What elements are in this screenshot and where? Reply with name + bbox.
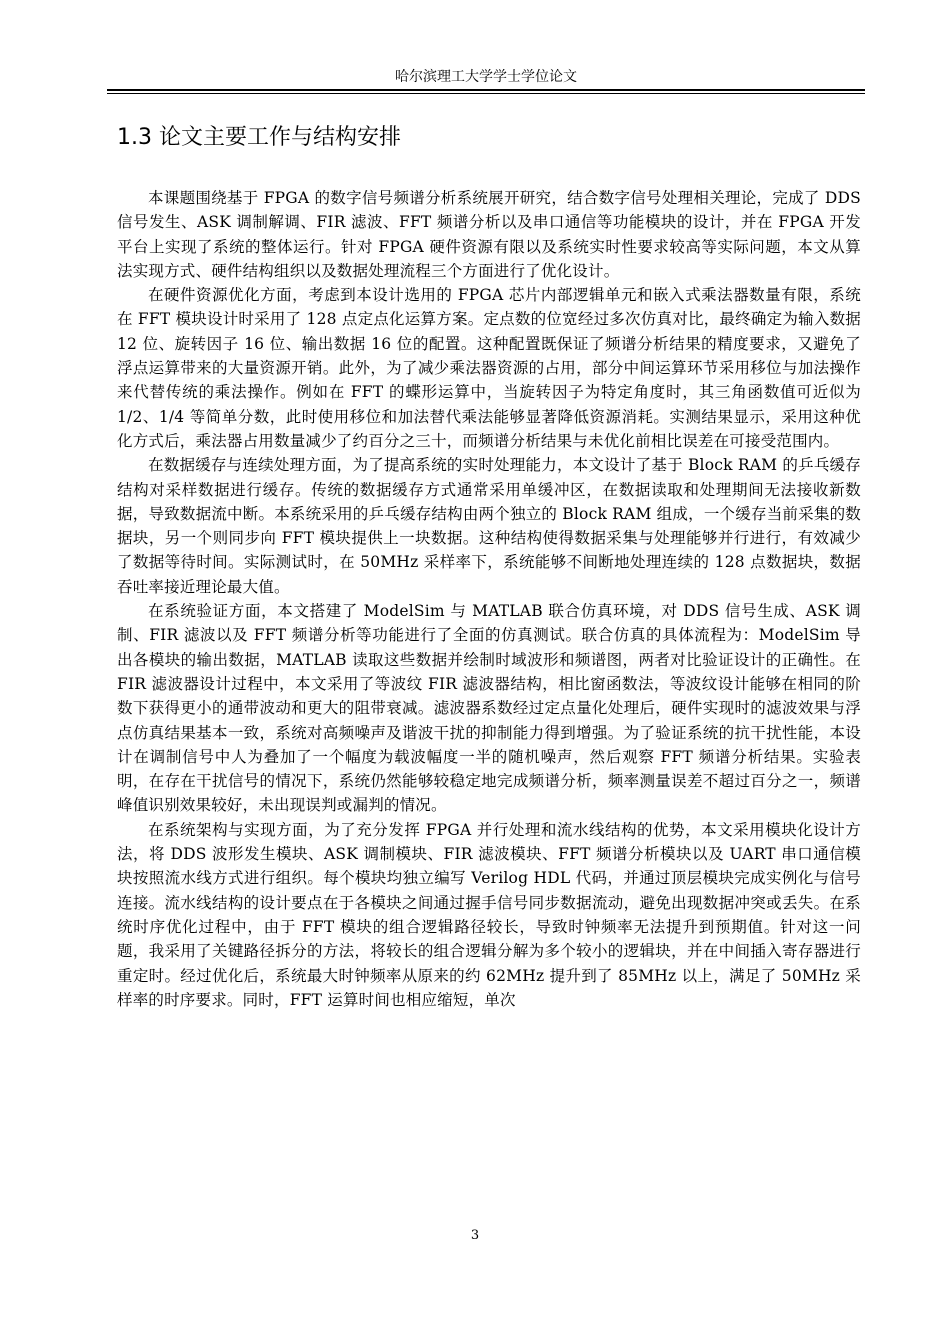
page-number: 3 xyxy=(470,1228,480,1243)
body-text xyxy=(117,186,861,1012)
header-rule-thin xyxy=(107,93,865,94)
section-title: 1.3 论文主要工作与结构安排 xyxy=(117,125,401,150)
paragraph: 在系统验证方面，本文搭建了 ModelSim 与 MATLAB 联合仿真环境，对 DDS 信号生成、ASK 调制、FIR 滤波以及 FFT 频谱分析等功能进行了全面的仿真测试。联合仿真的具体流程为：ModelSim 导出各模块的输出数据，MATLAB 读取这些数据并绘制时域波形和频谱图，两者对比验证设计的正确性。在 FIR 滤波器设计过程中，本文采用了等波纹 FIR 滤波器结构，相比窗函数法，等波纹设计能够在相同的阶数下获得更小的通带波动和更大的阻带衰减。滤波器系数经过定点量化处理后，硬件实现时的滤波效果与浮点仿真结果基本一致，系统对高频噪声及谐波干扰的抑制能力得到增强。为了验证系统的抗干扰性能，本设计在调制信号中人为叠加了一个幅度为载波幅度一半的随机噪声，然后观察 FFT 频谱分析结果。实验表明，在存在干扰信号的情况下，系统仍然能够较稳定地完成频谱分析，频率测量误差不超过百分之一，频谱峰值识别效果较好，未出现误判或漏判的情况。 xyxy=(117,602,861,815)
paragraph: 在硬件资源优化方面，考虑到本设计选用的 FPGA 芯片内部逻辑单元和嵌入式乘法器数量有限，系统在 FFT 模块设计时采用了 128 点定点化运算方案。定点数的位宽经过多次仿真对比，最终确定为输入数据 12 位、旋转因子 16 位、输出数据 16 位的配置。这种配置既保证了频谱分析结果的精度要求，又避免了浮点运算带来的大量资源开销。此外，为了减少乘法器资源的占用，部分中间运算环节采用移位与加法操作来代替传统的乘法操作。例如在 FFT 的蝶形运算中，当旋转因子为特定角度时，其三角函数值可近似为 1/2、1/4 等简单分数，此时使用移位和加法替代乘法能够显著降低资源消耗。实测结果显示，采用这种优化方式后，乘法器占用数量减少了约百分之三十，而频谱分析结果与未优化前相比误差在可接受范围内。 xyxy=(117,286,861,450)
running-header: 哈尔滨理工大学学士学位论文 xyxy=(395,69,577,85)
paragraph: 本课题围绕基于 FPGA 的数字信号频谱分析系统展开研究，结合数字信号处理相关理论，完成了 DDS 信号发生、ASK 调制解调、FIR 滤波、FFT 频谱分析以及串口通信等功能模块的设计，并在 FPGA 开发平台上实现了系统的整体运行。针对 FPGA 硬件资源有限以及系统实时性要求较高等实际问题，本文从算法实现方式、硬件结构组织以及数据处理流程三个方面进行了优化设计。 xyxy=(117,189,861,280)
header-rule-thick xyxy=(107,89,865,91)
paragraph: 在系统架构与实现方面，为了充分发挥 FPGA 并行处理和流水线结构的优势，本文采用模块化设计方法，将 DDS 波形发生模块、ASK 调制模块、FIR 滤波模块、FFT 频谱分析模块以及 UART 串口通信模块按照流水线方式进行组织。每个模块均独立编写 Verilog HDL 代码，并通过顶层模块完成实例化与信号连接。流水线结构的设计要点在于各模块之间通过握手信号同步数据流动，避免出现数据冲突或丢失。在系统时序优化过程中，由于 FFT 模块的组合逻辑路径较长，导致时钟频率无法提升到预期值。针对这一问题，我采用了关键路径拆分的方法，将较长的组合逻辑分解为多个较小的逻辑块，并在中间插入寄存器进行重定时。经过优化后，系统最大时钟频率从原来的约 62MHz 提升到了 85MHz 以上，满足了 50MHz 采样率的时序要求。同时，FFT 运算时间也相应缩短，单次 xyxy=(117,820,861,1009)
paragraph: 在数据缓存与连续处理方面，为了提高系统的实时处理能力，本文设计了基于 Block RAM 的乒乓缓存结构对采样数据进行缓存。传统的数据缓存方式通常采用单缓冲区，在数据读取和处理期间无法接收新数据，导致数据流中断。本系统采用的乒乓缓存结构由两个独立的 Block RAM 组成，一个缓存当前采集的数据块，另一个则同步向 FFT 模块提供上一块数据。这种结构使得数据采集与处理能够并行进行，有效减少了数据等待时间。实际测试时，在 50MHz 采样率下，系统能够不间断地处理连续的 128 点数据块，数据吞吐率接近理论最大值。 xyxy=(117,456,861,596)
